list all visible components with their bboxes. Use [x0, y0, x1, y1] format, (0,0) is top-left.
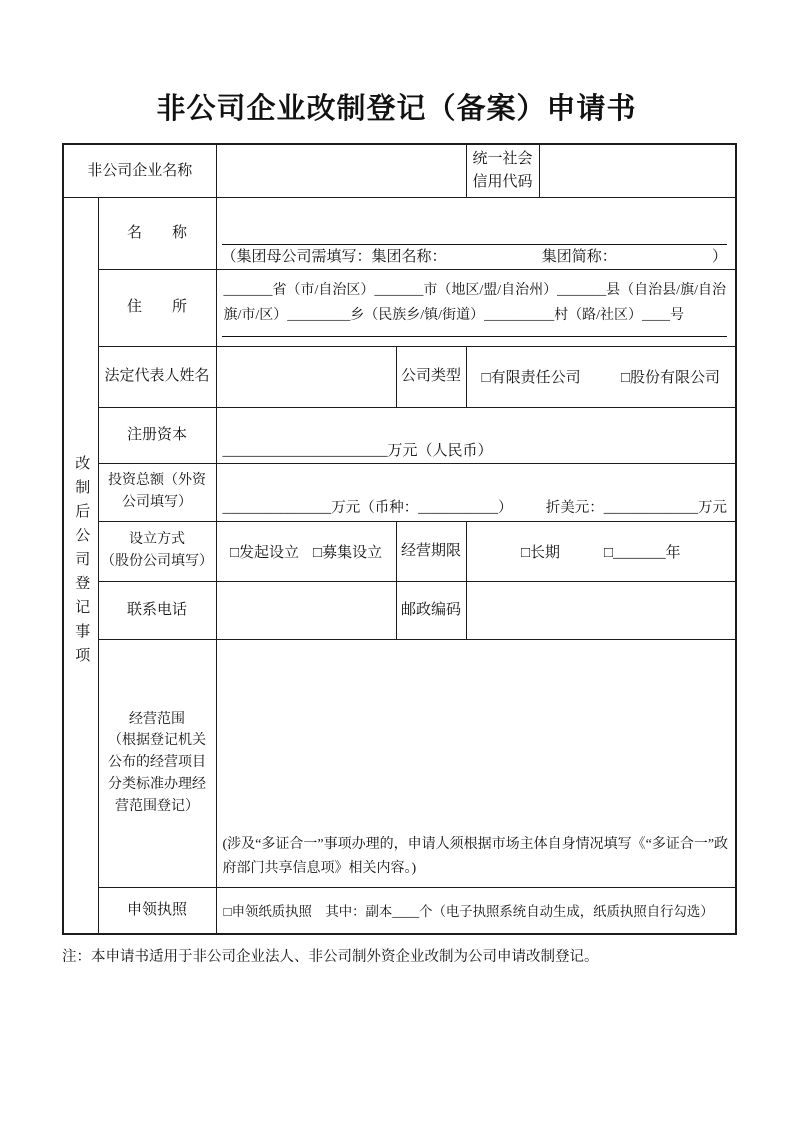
investment-amount-text: _______________万元（币种：___________） [222, 499, 513, 516]
enterprise-name-label: 非公司企业名称 [63, 144, 216, 197]
checkbox-joint-stock-company: □股份有限公司 [620, 370, 721, 386]
group-note-left: （集团母公司需填写：集团名称： [221, 248, 447, 265]
checkbox-promoter-establishment: □发起设立 [229, 544, 300, 561]
establish-method-options [219, 541, 394, 562]
legal-rep-label: 法定代表人姓名 [98, 346, 216, 407]
business-term-options [469, 541, 734, 562]
license-cell [216, 887, 736, 934]
postcode-label: 邮政编码 [396, 581, 466, 639]
business-scope-cell [216, 639, 736, 887]
business-term-options-cell [466, 521, 736, 581]
investment-text-line [223, 496, 728, 517]
business-scope-label: 经营范围 （根据登记机关 公布的经营项目 分类标准办理经 营范围登记） [98, 639, 216, 887]
investment-label: 投资总额（外资 公司填写） [98, 463, 216, 521]
license-option-text: □申领纸质执照 其中：副本____个（电子执照系统自动生成，纸质执照自行勾选） [223, 903, 714, 919]
phone-value-cell [216, 581, 396, 639]
company-type-options-cell [466, 346, 736, 407]
postcode-value-cell [466, 581, 736, 639]
name-field-label: 名 称 [98, 197, 216, 269]
group-note-line [222, 245, 728, 266]
business-scope-note: (涉及“多证合一”事项办理的，申请人须根据市场主体自身情况填写《“多证合一”政府部门共享信息项》相关内容。) [222, 836, 729, 876]
credit-code-label: 统一社会信用代码 [466, 144, 539, 197]
investment-cell [216, 463, 736, 521]
group-note-right: ） [711, 248, 727, 265]
checkbox-fundraising-establishment: □募集设立 [313, 544, 383, 561]
address-field-label: 住 所 [98, 269, 216, 346]
address-field-cell [216, 269, 736, 346]
name-field-cell [216, 197, 736, 269]
registered-capital-label: 注册资本 [98, 407, 216, 463]
application-form-table [62, 143, 737, 935]
form-footnote: 注：本申请书适用于非公司企业法人、非公司制外资企业改制为公司申请改制登记。 [62, 949, 599, 965]
legal-rep-value-cell [216, 346, 396, 407]
address-fill-line [222, 336, 728, 337]
phone-label: 联系电话 [98, 581, 216, 639]
address-template-text: _______省（市/自治区）_______市（地区/盟/自治州）_______县（自治县/旗/自治旗/市/区）_________乡（民族乡/镇/街道）__________村（路/社区）____号 [223, 282, 726, 323]
credit-code-value-cell [539, 144, 736, 197]
registered-capital-cell [216, 407, 736, 463]
section-side-cell [63, 197, 98, 934]
establish-method-label: 设立方式 （股份公司填写） [98, 521, 216, 581]
enterprise-name-value-cell [216, 144, 466, 197]
investment-usd-text: 折美元：_____________万元 [545, 499, 728, 516]
checkbox-limited-liability-company: □有限责任公司 [481, 370, 581, 386]
checkbox-long-term: □长期 [520, 544, 561, 561]
section-side-label: 改制后公司登记事项 [73, 454, 90, 671]
business-term-label: 经营期限 [396, 521, 466, 581]
establish-method-options-cell [216, 521, 396, 581]
company-type-label: 公司类型 [396, 346, 466, 407]
company-type-options [469, 366, 734, 387]
form-title: 非公司企业改制登记（备案）申请书 [156, 93, 637, 125]
registered-capital-text: ______________________万元（人民币） [222, 442, 493, 459]
checkbox-term-years: □_______年 [604, 544, 681, 561]
group-note-mid: 集团简称： [541, 248, 617, 265]
license-label: 申领执照 [98, 887, 216, 934]
